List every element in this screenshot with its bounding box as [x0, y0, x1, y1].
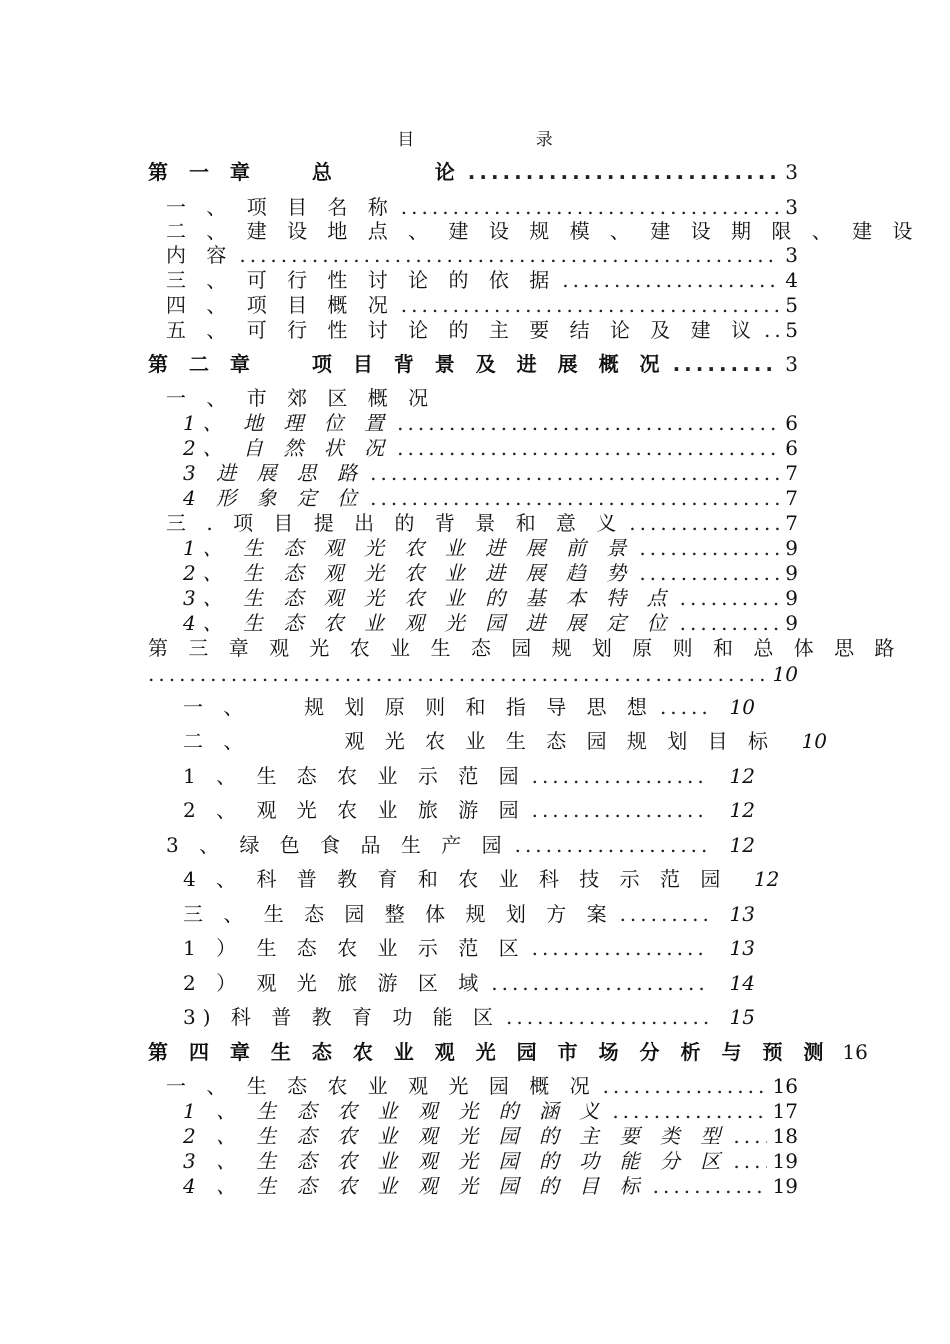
toc-entry-label: 四 、 项 目 概 况 — [166, 293, 395, 317]
toc-entry-label: 三 . 项 目 提 出 的 背 景 和 意 义 — [166, 511, 624, 535]
toc-entry-label: 1、 生 态 观 光 农 业 进 展 前 景 — [183, 536, 634, 560]
toc-entry-label: 3) 科 普 教 育 功 能 区 — [183, 1005, 501, 1029]
toc-entry[interactable] — [0, 798, 950, 822]
toc-page-number: 9 — [785, 611, 798, 635]
leader-dots — [370, 461, 779, 485]
toc-page-number: 3 — [785, 195, 798, 219]
leader-dots — [733, 1149, 766, 1173]
leader-dots — [639, 561, 779, 585]
toc-entry[interactable] — [0, 561, 950, 585]
toc-page-number: 13 — [729, 902, 755, 926]
toc-entry[interactable] — [0, 586, 950, 610]
leader-dots — [764, 318, 779, 342]
toc-page-number: 7 — [785, 486, 798, 510]
leader-dots — [532, 936, 709, 960]
toc-page-number: 5 — [785, 318, 798, 342]
leader-dots — [397, 411, 779, 435]
toc-entry-label: 2 、 观 光 农 业 旅 游 园 — [183, 798, 526, 822]
toc-page-number: 18 — [772, 1124, 798, 1148]
toc-entry[interactable] — [0, 195, 950, 219]
toc-page-number: 12 — [729, 764, 755, 788]
toc-entry[interactable] — [0, 611, 950, 635]
leader-dots — [401, 195, 779, 219]
toc-page-number: 13 — [729, 936, 755, 960]
toc-page-number: 14 — [729, 971, 755, 995]
toc-entry-label: 1 、 生 态 农 业 观 光 的 涵 义 — [183, 1099, 607, 1123]
toc-entry-label: 内 容 — [166, 243, 234, 267]
toc-entry-chapter-2[interactable] — [0, 352, 950, 376]
toc-entry-label: 4、 生 态 农 业 观 光 园 进 展 定 位 — [183, 611, 674, 635]
toc-entry-label: 第 四 章 生 态 农 业 观 光 园 市 场 分 析 与 预 测 — [148, 1040, 831, 1064]
toc-entry-chapter-3-label: 第 三 章 观 光 农 业 生 态 园 规 划 原 则 和 总 体 思 路 — [148, 636, 902, 660]
toc-entry-label: 一 、 市 郊 区 概 况 — [166, 386, 436, 410]
toc-entry-label: 2、 生 态 观 光 农 业 进 展 趋 势 — [183, 561, 634, 585]
leader-dots — [515, 833, 709, 857]
leader-dots — [653, 1174, 767, 1198]
toc-page-number: 4 — [785, 268, 798, 292]
toc-entry-label: 1 、 生 态 农 业 示 范 园 — [183, 764, 526, 788]
toc-entry[interactable] — [0, 386, 950, 410]
toc-entry[interactable] — [0, 971, 950, 995]
toc-entry[interactable] — [0, 1124, 950, 1148]
toc-entry[interactable] — [0, 243, 950, 267]
toc-page-number: 6 — [785, 411, 798, 435]
toc-entry-label: 第 二 章 项 目 背 景 及 进 展 概 况 — [148, 352, 667, 376]
toc-entry-label: 2、 自 然 状 况 — [183, 436, 392, 460]
toc-entry[interactable] — [0, 867, 950, 891]
toc-page-number: 15 — [729, 1005, 755, 1029]
toc-entry-label-line1: 二 、 建 设 地 点 、 建 设 规 模 、 建 设 期 限 、 建 设 — [166, 219, 920, 243]
toc-entry[interactable] — [0, 695, 950, 719]
leader-dots — [506, 1005, 709, 1029]
toc-page-number: 19 — [772, 1174, 798, 1198]
toc-entry[interactable] — [0, 436, 950, 460]
toc-entry[interactable] — [0, 536, 950, 560]
leader-dots — [629, 511, 779, 535]
toc-page-number: 19 — [772, 1149, 798, 1173]
toc-page-number: 17 — [772, 1099, 798, 1123]
toc-entry[interactable] — [0, 764, 950, 788]
leader-dots — [397, 436, 779, 460]
toc-entry-label: 第 一 章 总 论 — [148, 160, 462, 184]
toc-title: 目 录 — [397, 130, 611, 150]
toc-entry[interactable] — [0, 293, 950, 317]
leader-dots — [612, 1099, 766, 1123]
toc-entry[interactable] — [0, 1074, 950, 1098]
toc-page-number: 10 — [772, 662, 798, 686]
toc-entry[interactable] — [0, 833, 950, 857]
toc-entry[interactable] — [0, 729, 950, 753]
toc-entry-label: 4 形 象 定 位 — [183, 486, 365, 510]
toc-entry-label: 1 ） 生 态 农 业 示 范 区 — [183, 936, 526, 960]
leader-dots — [733, 1124, 766, 1148]
toc-page-number: 10 — [801, 729, 828, 753]
toc-entry[interactable] — [0, 486, 950, 510]
toc-entry[interactable] — [0, 1005, 950, 1029]
leader-dots — [620, 902, 709, 926]
toc-entry-label: 3、 生 态 观 光 农 业 的 基 本 特 点 — [183, 586, 674, 610]
toc-entry[interactable] — [0, 902, 950, 926]
leader-dots — [639, 536, 779, 560]
toc-entry-label: 一 、 规 划 原 则 和 指 导 思 想 — [183, 695, 654, 719]
toc-page-number: 10 — [729, 695, 755, 719]
leader-dots — [468, 160, 780, 184]
toc-entry-label: 三 、 可 行 性 讨 论 的 依 据 — [166, 268, 557, 292]
toc-entry-label: 3 、 绿 色 食 品 生 产 园 — [166, 833, 509, 857]
toc-entry-label: 3 、 生 态 农 业 观 光 园 的 功 能 分 区 — [183, 1149, 728, 1173]
leader-dots — [660, 695, 709, 719]
toc-entry-label: 一 、 项 目 名 称 — [166, 195, 395, 219]
leader-dots — [532, 764, 709, 788]
toc-page-number: 9 — [785, 586, 798, 610]
leader-dots — [148, 662, 767, 686]
toc-entry-label: 2 、 生 态 农 业 观 光 园 的 主 要 类 型 — [183, 1124, 728, 1148]
toc-entry[interactable] — [0, 268, 950, 292]
toc-entry-chapter-3[interactable] — [0, 662, 950, 686]
toc-entry-chapter-4[interactable] — [0, 1040, 950, 1064]
toc-entry[interactable] — [0, 318, 950, 342]
toc-page-number: 6 — [785, 436, 798, 460]
toc-entry-label: 五 、 可 行 性 讨 论 的 主 要 结 论 及 建 议 — [166, 318, 759, 342]
toc-entry-label: 三 、 生 态 园 整 体 规 划 方 案 — [183, 902, 614, 926]
leader-dots — [532, 798, 709, 822]
leader-dots — [401, 293, 779, 317]
toc-entry[interactable] — [0, 1149, 950, 1173]
toc-page-number: 3 — [785, 160, 798, 184]
leader-dots — [680, 586, 780, 610]
toc-entry-chapter-1[interactable] — [0, 160, 950, 184]
leader-dots — [603, 1074, 767, 1098]
toc-page-number: 9 — [785, 536, 798, 560]
toc-entry-label: 二 、 观 光 农 业 生 态 园 规 划 目 标 — [183, 729, 776, 753]
toc-entry-label: 1、 地 理 位 置 — [183, 411, 392, 435]
toc-page-number: 12 — [729, 798, 755, 822]
toc-page-number: 16 — [772, 1074, 798, 1098]
toc-page-number: 3 — [785, 243, 798, 267]
toc-entry-label: 一 、 生 态 农 业 观 光 园 概 况 — [166, 1074, 597, 1098]
toc-entry-label: 4 、 生 态 农 业 观 光 园 的 目 标 — [183, 1174, 647, 1198]
toc-page-number: 12 — [753, 867, 780, 891]
toc-page-number: 7 — [785, 461, 798, 485]
toc-page-number: 3 — [785, 352, 798, 376]
toc-entry-label: 3 进 展 思 路 — [183, 461, 365, 485]
leader-dots — [491, 971, 709, 995]
leader-dots — [673, 352, 780, 376]
toc-page-number: 16 — [842, 1040, 868, 1064]
toc-entry[interactable] — [0, 461, 950, 485]
leader-dots — [239, 243, 779, 267]
toc-page-number: 5 — [785, 293, 798, 317]
toc-entry[interactable] — [0, 511, 950, 535]
toc-entry-label: 2 ） 观 光 旅 游 区 域 — [183, 971, 486, 995]
toc-page-number: 12 — [729, 833, 755, 857]
leader-dots — [562, 268, 779, 292]
toc-entry[interactable] — [0, 411, 950, 435]
toc-page-number: 7 — [785, 511, 798, 535]
leader-dots — [680, 611, 780, 635]
toc-entry[interactable] — [0, 1174, 950, 1198]
toc-page-number: 9 — [785, 561, 798, 585]
toc-entry[interactable] — [0, 936, 950, 960]
toc-entry-label: 4 、 科 普 教 育 和 农 业 科 技 示 范 园 — [183, 867, 728, 891]
leader-dots — [370, 486, 779, 510]
toc-entry[interactable] — [0, 1099, 950, 1123]
